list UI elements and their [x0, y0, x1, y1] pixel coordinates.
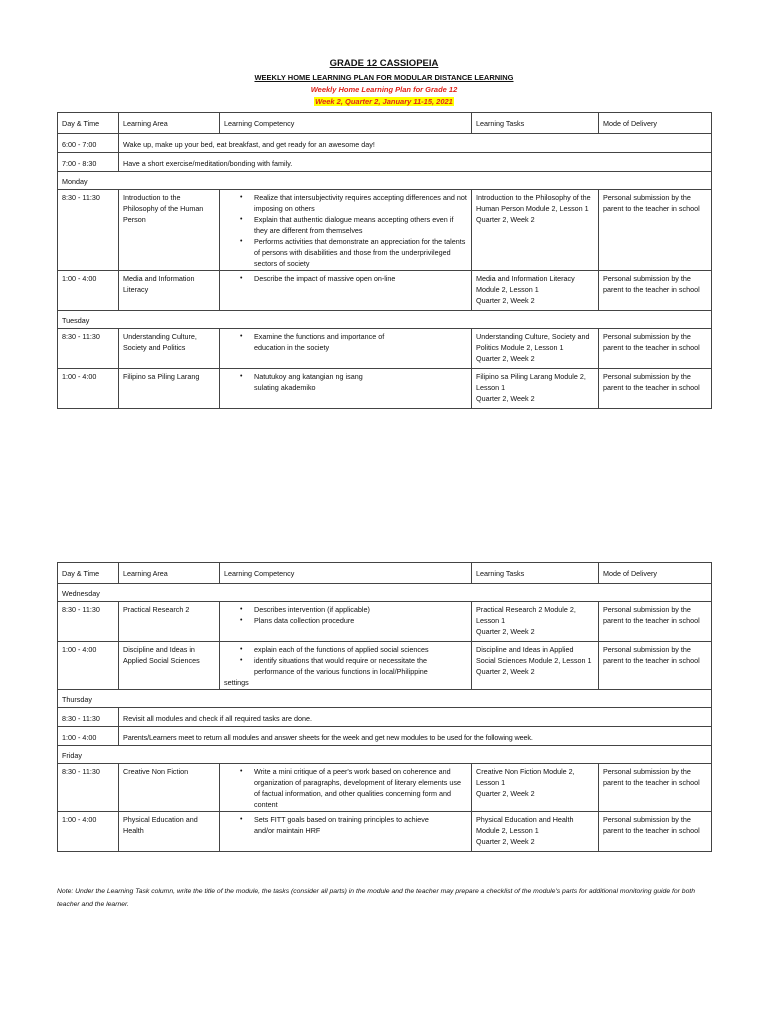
- time-cell: 8:30 - 11:30: [58, 602, 119, 642]
- learning-area-cell: Creative Non Fiction: [119, 764, 220, 812]
- task-quarter: Quarter 2, Week 2: [476, 296, 535, 305]
- table-row: [58, 764, 712, 812]
- table-row: [58, 727, 712, 746]
- table-row: [58, 190, 712, 271]
- mode-of-delivery-cell: Personal submission by the parent to the teacher in school: [599, 812, 712, 852]
- competency-cell: [220, 602, 472, 642]
- day-label: Tuesday: [58, 311, 712, 329]
- time-cell: 1:00 - 4:00: [58, 271, 119, 311]
- time-cell: 6:00 - 7:00: [58, 134, 119, 153]
- mode-of-delivery-cell: Personal submission by the parent to the teacher in school: [599, 642, 712, 690]
- competency-cell: [220, 764, 472, 812]
- learning-area-cell: Filipino sa Piling Larang: [119, 369, 220, 409]
- day-label: Monday: [58, 172, 712, 190]
- col-header-learning-competency: Learning Competency: [220, 113, 472, 134]
- week-label: [0, 96, 768, 108]
- task-module: Understanding Culture, Society and Politics Module 2, Lesson 1: [476, 332, 590, 352]
- time-cell: 1:00 - 4:00: [58, 369, 119, 409]
- document-title: GRADE 12 CASSIOPEIA: [329, 58, 439, 69]
- task-quarter: Quarter 2, Week 2: [476, 837, 535, 846]
- competency-item: • Realize that intersubjectivity requires accepting differences and not imposing on others: [254, 192, 467, 214]
- time-cell: 8:30 - 11:30: [58, 329, 119, 369]
- document-header: [0, 57, 768, 108]
- learning-tasks-cell: [472, 642, 599, 690]
- day-row-friday: [58, 746, 712, 764]
- competency-item: • Describes intervention (if applicable): [254, 604, 467, 615]
- table-header-row: [58, 113, 712, 134]
- task-module: Physical Education and Health Module 2, Lesson 1: [476, 815, 574, 835]
- learning-tasks-cell: [472, 271, 599, 311]
- competency-item: • explain each of the functions of applied social sciences: [254, 644, 467, 655]
- time-cell: 8:30 - 11:30: [58, 764, 119, 812]
- day-label: Friday: [58, 746, 712, 764]
- week-label-highlight: Week 2, Quarter 2, January 11-15, 2021: [315, 97, 453, 106]
- learning-tasks-cell: [472, 812, 599, 852]
- footnote: Note: Under the Learning Task column, write the title of the module, the tasks (consider all parts) in the module and the teacher may prepare a checklist of the module's parts for additional monitoring guide for both teacher and the learner.: [57, 888, 696, 908]
- competency-continuation: settings: [224, 678, 249, 687]
- day-label: Thursday: [58, 690, 712, 708]
- table-row: [58, 134, 712, 153]
- competency-cell: [220, 642, 472, 690]
- mode-of-delivery-cell: Personal submission by the parent to the teacher in school: [599, 369, 712, 409]
- competency-item: • Describe the impact of massive open on-line: [254, 273, 467, 284]
- col-header-learning-competency: Learning Competency: [220, 563, 472, 584]
- learning-tasks-cell: [472, 369, 599, 409]
- table-header-row: [58, 563, 712, 584]
- col-header-mode-of-delivery: Mode of Delivery: [599, 113, 712, 134]
- task-quarter: Quarter 2, Week 2: [476, 789, 535, 798]
- day-row-monday: [58, 172, 712, 190]
- task-module: Discipline and Ideas in Applied Social Sciences Module 2, Lesson 1: [476, 645, 592, 665]
- document-subtitle: WEEKLY HOME LEARNING PLAN FOR MODULAR DISTANCE LEARNING: [254, 73, 514, 82]
- learning-tasks-cell: [472, 329, 599, 369]
- competency-item: • Natutukoy ang katangian ng isang sulating akademiko: [254, 371, 377, 393]
- task-module: Media and Information Literacy Module 2, Lesson 1: [476, 274, 575, 294]
- task-module: Creative Non Fiction Module 2, Lesson 1: [476, 767, 575, 787]
- col-header-learning-area: Learning Area: [119, 113, 220, 134]
- task-quarter: Quarter 2, Week 2: [476, 354, 535, 363]
- learning-area-cell: Practical Research 2: [119, 602, 220, 642]
- competency-cell: [220, 271, 472, 311]
- competency-item: • Performs activities that demonstrate an appreciation for the talents of persons with disabilities and those from the underprivileged sectors of society: [254, 236, 467, 269]
- competency-item: • Examine the functions and importance of education in the society: [254, 331, 407, 353]
- task-quarter: Quarter 2, Week 2: [476, 627, 535, 636]
- activity-cell: Revisit all modules and check if all required tasks are done.: [119, 708, 712, 727]
- table-row: [58, 602, 712, 642]
- learning-plan-table-2: [57, 562, 712, 852]
- day-row-thursday: [58, 690, 712, 708]
- learning-area-cell: Introduction to the Philosophy of the Human Person: [119, 190, 220, 271]
- competency-item: • Sets FITT goals based on training principles to achieve and/or maintain HRF: [254, 814, 447, 836]
- col-header-day-time: Day & Time: [58, 563, 119, 584]
- col-header-learning-area: Learning Area: [119, 563, 220, 584]
- time-cell: 8:30 - 11:30: [58, 190, 119, 271]
- table-row: [58, 271, 712, 311]
- day-label: Wednesday: [58, 584, 712, 602]
- mode-of-delivery-cell: Personal submission by the parent to the teacher in school: [599, 271, 712, 311]
- competency-cell: [220, 812, 472, 852]
- table-row: [58, 642, 712, 690]
- learning-area-cell: Understanding Culture, Society and Politics: [119, 329, 220, 369]
- activity-cell: Have a short exercise/meditation/bonding with family.: [119, 153, 712, 172]
- task-module: Introduction to the Philosophy of the Human Person Module 2, Lesson 1: [476, 193, 591, 213]
- activity-cell: Parents/Learners meet to return all modules and answer sheets for the week and get new modules to be used for the following week.: [119, 727, 712, 746]
- task-quarter: Quarter 2, Week 2: [476, 667, 535, 676]
- competency-item: • Explain that authentic dialogue means accepting others even if they are different from themselves: [254, 214, 467, 236]
- competency-cell: [220, 190, 472, 271]
- task-quarter: Quarter 2, Week 2: [476, 215, 535, 224]
- learning-tasks-cell: [472, 764, 599, 812]
- plan-label: Weekly Home Learning Plan for Grade 12: [310, 85, 458, 94]
- col-header-day-time: Day & Time: [58, 113, 119, 134]
- col-header-learning-tasks: Learning Tasks: [472, 113, 599, 134]
- mode-of-delivery-cell: Personal submission by the parent to the teacher in school: [599, 190, 712, 271]
- learning-tasks-cell: [472, 602, 599, 642]
- time-cell: 8:30 - 11:30: [58, 708, 119, 727]
- competency-item: • Plans data collection procedure: [254, 615, 467, 626]
- table-row: [58, 812, 712, 852]
- table-row: [58, 708, 712, 727]
- task-quarter: Quarter 2, Week 2: [476, 394, 535, 403]
- col-header-mode-of-delivery: Mode of Delivery: [599, 563, 712, 584]
- day-row-wednesday: [58, 584, 712, 602]
- table-row: [58, 369, 712, 409]
- learning-area-cell: Media and Information Literacy: [119, 271, 220, 311]
- competency-cell: [220, 329, 472, 369]
- learning-area-cell: Physical Education and Health: [119, 812, 220, 852]
- mode-of-delivery-cell: Personal submission by the parent to the teacher in school: [599, 764, 712, 812]
- task-module: Practical Research 2 Module 2, Lesson 1: [476, 605, 576, 625]
- time-cell: 7:00 - 8:30: [58, 153, 119, 172]
- competency-item: • identify situations that would require or necessitate the performance of the various functions in local/Philippine: [254, 655, 467, 677]
- learning-tasks-cell: [472, 190, 599, 271]
- mode-of-delivery-cell: Personal submission by the parent to the teacher in school: [599, 329, 712, 369]
- table-row: [58, 153, 712, 172]
- time-cell: 1:00 - 4:00: [58, 642, 119, 690]
- mode-of-delivery-cell: Personal submission by the parent to the teacher in school: [599, 602, 712, 642]
- time-cell: 1:00 - 4:00: [58, 812, 119, 852]
- time-cell: 1:00 - 4:00: [58, 727, 119, 746]
- competency-cell: [220, 369, 472, 409]
- learning-area-cell: Discipline and Ideas in Applied Social Sciences: [119, 642, 220, 690]
- col-header-learning-tasks: Learning Tasks: [472, 563, 599, 584]
- task-module: Filipino sa Piling Larang Module 2, Lesson 1: [476, 372, 586, 392]
- competency-item: • Write a mini critique of a peer's work based on coherence and organization of paragraphs, development of literary elements use of factual information, and other qualities concerning form and content: [254, 766, 467, 810]
- activity-cell: Wake up, make up your bed, eat breakfast, and get ready for an awesome day!: [119, 134, 712, 153]
- table-row: [58, 329, 712, 369]
- learning-plan-table-1: [57, 112, 712, 409]
- day-row-tuesday: [58, 311, 712, 329]
